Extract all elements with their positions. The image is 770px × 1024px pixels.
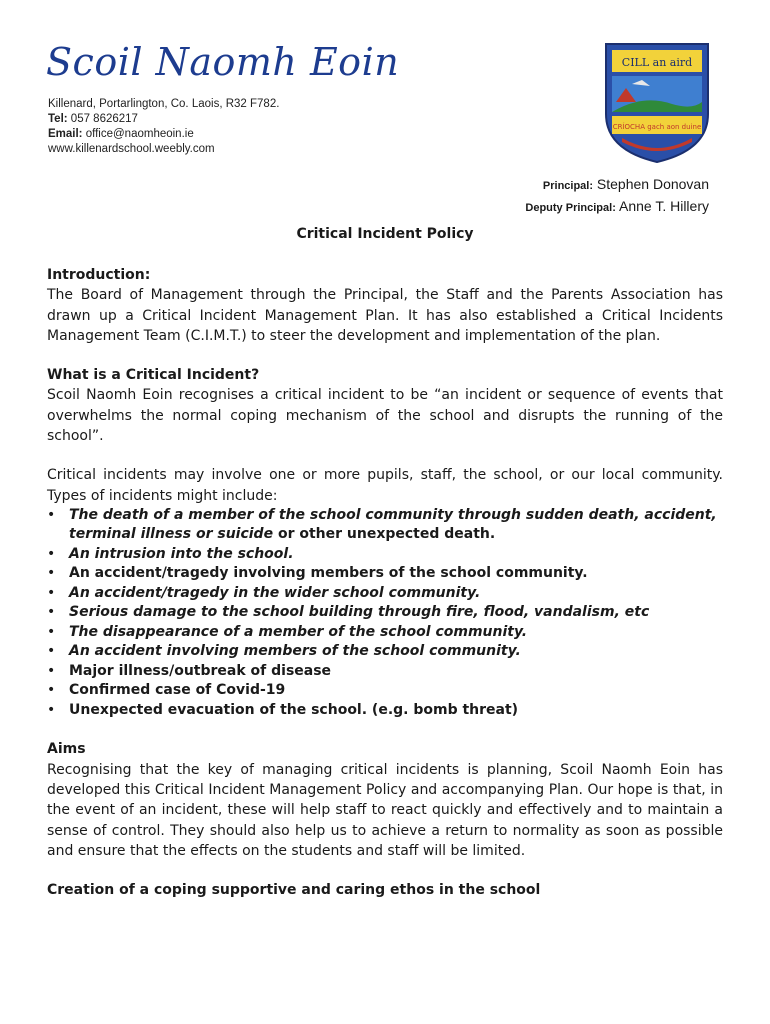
list-item: • An accident/tragedy in the wider school community. xyxy=(47,584,723,604)
list-item: • Confirmed case of Covid-19 xyxy=(47,681,723,701)
list-item: • An accident/tragedy involving members of the school community. xyxy=(47,564,723,584)
principal-name: Stephen Donovan xyxy=(596,176,709,192)
tel-value: 057 8626217 xyxy=(70,113,138,125)
school-crest-icon xyxy=(602,42,712,164)
list-item: • An accident involving members of the school community. xyxy=(47,642,723,662)
school-name-logo: Scoil Naomh Eoin xyxy=(46,40,400,84)
email xyxy=(48,127,279,142)
deputy-label: Deputy Principal: xyxy=(525,202,616,214)
intro-heading: Introduction: xyxy=(47,267,151,283)
ethos-heading: Creation of a coping supportive and caring ethos in the school xyxy=(47,882,541,899)
list-item: • The disappearance of a member of the school community. xyxy=(47,623,723,643)
intro-paragraph: The Board of Management through the Principal, the Staff and the Parents Association has drawn up a Critical Incident Management Plan. It has also established a Critical Incidents Management Team (C.I.M.T.) to steer the development and implementation of the plan. xyxy=(47,287,723,344)
tel-label: Tel: xyxy=(48,113,68,125)
crest-text-bottom: CRÍOCHA gach aon duine xyxy=(612,123,702,131)
principal-line xyxy=(525,174,709,196)
address: Killenard, Portarlington, Co. Laois, R32 F782. xyxy=(48,98,280,110)
document-body xyxy=(47,265,723,901)
list-item: • The death of a member of the school community through sudden death, accident, terminal illness or suicide or other unexpected death. xyxy=(47,506,723,545)
principal-label: Principal: xyxy=(542,180,594,192)
email-value: office@naomheoin.ie xyxy=(85,128,194,140)
types-paragraph: Critical incidents may involve one or more pupils, staff, the school, or our local community. Types of incidents might include: xyxy=(47,467,723,504)
what-heading: What is a Critical Incident? xyxy=(47,367,260,384)
deputy-name: Anne T. Hillery xyxy=(618,198,709,214)
staff-block xyxy=(525,174,709,218)
crest-text-top: CILL an aird xyxy=(621,56,693,69)
document-title: Critical Incident Policy xyxy=(296,226,474,242)
aims-paragraph: Recognising that the key of managing critical incidents is planning, Scoil Naomh Eoin has developed this Critical Incident Management Policy and accompanying Plan. Our hope is that, in the event of an incident, these will help staff to react quickly and effectively and to maintain a sense of control. They should also help us to achieve a return to normality as soon as possible and ensure that the effects on the students and staff will be limited. xyxy=(47,761,723,859)
email-label: Email: xyxy=(48,128,83,140)
list-item: • An intrusion into the school. xyxy=(47,545,723,565)
deputy-line xyxy=(525,196,709,218)
telephone xyxy=(48,112,279,127)
website: www.killenardschool.weebly.com xyxy=(48,143,215,155)
aims-heading: Aims xyxy=(47,741,86,758)
list-item: • Major illness/outbreak of disease xyxy=(47,662,723,682)
list-item: • Serious damage to the school building through fire, flood, vandalism, etc xyxy=(47,603,723,623)
what-paragraph: Scoil Naomh Eoin recognises a critical incident to be “an incident or sequence of events that overwhelms the normal coping mechanism of the school and disrupts the running of the school”. xyxy=(47,387,723,445)
contact-block xyxy=(48,97,279,157)
incident-list xyxy=(47,506,723,721)
list-item: • Unexpected evacuation of the school. (e.g. bomb threat) xyxy=(47,701,723,721)
